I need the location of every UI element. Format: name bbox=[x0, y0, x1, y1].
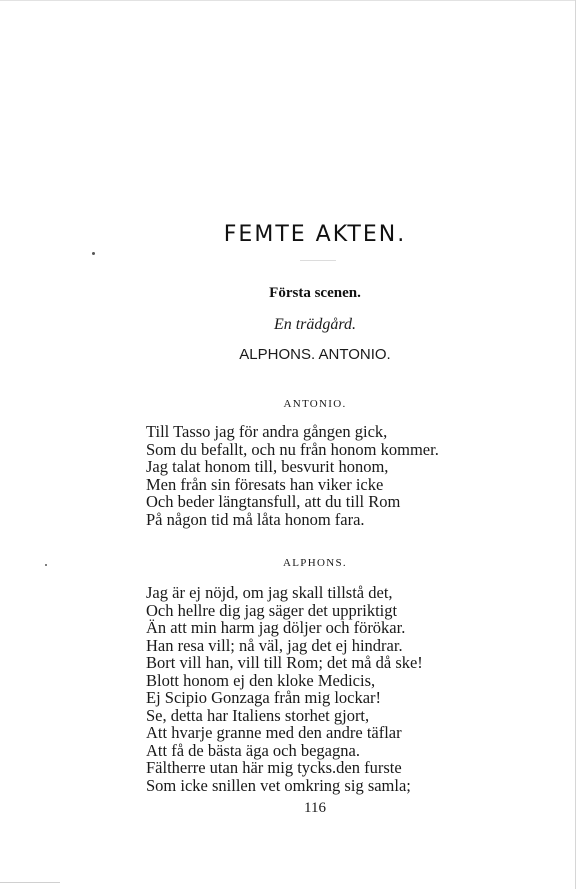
act-title: FEMTE AKTEN. bbox=[223, 222, 407, 247]
verse-line: På någon tid må låta honom fara. bbox=[146, 509, 365, 529]
speaker-name: ALPHONS. bbox=[283, 557, 347, 569]
page-number: 116 bbox=[304, 800, 326, 816]
verse-line: Jag är ej nöjd, om jag skall tillstå det, bbox=[146, 583, 393, 602]
speaker-name: ANTONIO. bbox=[283, 398, 347, 410]
verse-line: Till Tasso jag för andra gången gick, bbox=[146, 422, 388, 441]
verse-line: Att få de bästa äga och begagna. bbox=[146, 740, 360, 760]
verse-line: Bort vill han, vill till Rom; det må då ske! bbox=[146, 653, 423, 672]
verse-line: Blott honom ej den kloke Medicis, bbox=[146, 670, 376, 690]
scene-setting: En trädgård. bbox=[273, 316, 357, 333]
verse-line: Att hvarje granne med den andre täflar bbox=[146, 723, 402, 742]
verse-line: Som du befallt, och nu från honom kommer. bbox=[146, 439, 439, 459]
verse-line: Fältherre utan här mig tycks.den furste bbox=[146, 758, 402, 777]
ink-speck bbox=[92, 252, 95, 255]
verse-line: Han resa vill; nå väl, jag det ej hindrar. bbox=[146, 635, 403, 655]
verse-line: Se, detta har Italiens storhet gjort, bbox=[146, 705, 370, 725]
verse-line: Ej Scipio Gonzaga från mig lockar! bbox=[146, 688, 382, 707]
verse-line: Men från sin föresats han viker icke bbox=[146, 474, 384, 494]
speech-block bbox=[146, 584, 546, 794]
page-edge-bottom bbox=[0, 882, 60, 883]
verse-line: Än att min harm jag döljer och förökar. bbox=[146, 618, 406, 637]
character-list: ALPHONS. ANTONIO. bbox=[239, 346, 391, 363]
verse-line: Och hellre dig jag säger det uppriktigt bbox=[146, 600, 398, 620]
title-ornament bbox=[300, 260, 336, 261]
speech-block bbox=[146, 423, 546, 528]
verse-line: Som icke snillen vet omkring sig samla; bbox=[146, 775, 411, 795]
scene-title: Första scenen. bbox=[269, 285, 361, 301]
page-edge-top bbox=[0, 0, 576, 1]
verse-line: Och beder längtansfull, att du till Rom bbox=[146, 492, 401, 511]
verse-line: Jag talat honom till, besvurit honom, bbox=[146, 457, 389, 476]
